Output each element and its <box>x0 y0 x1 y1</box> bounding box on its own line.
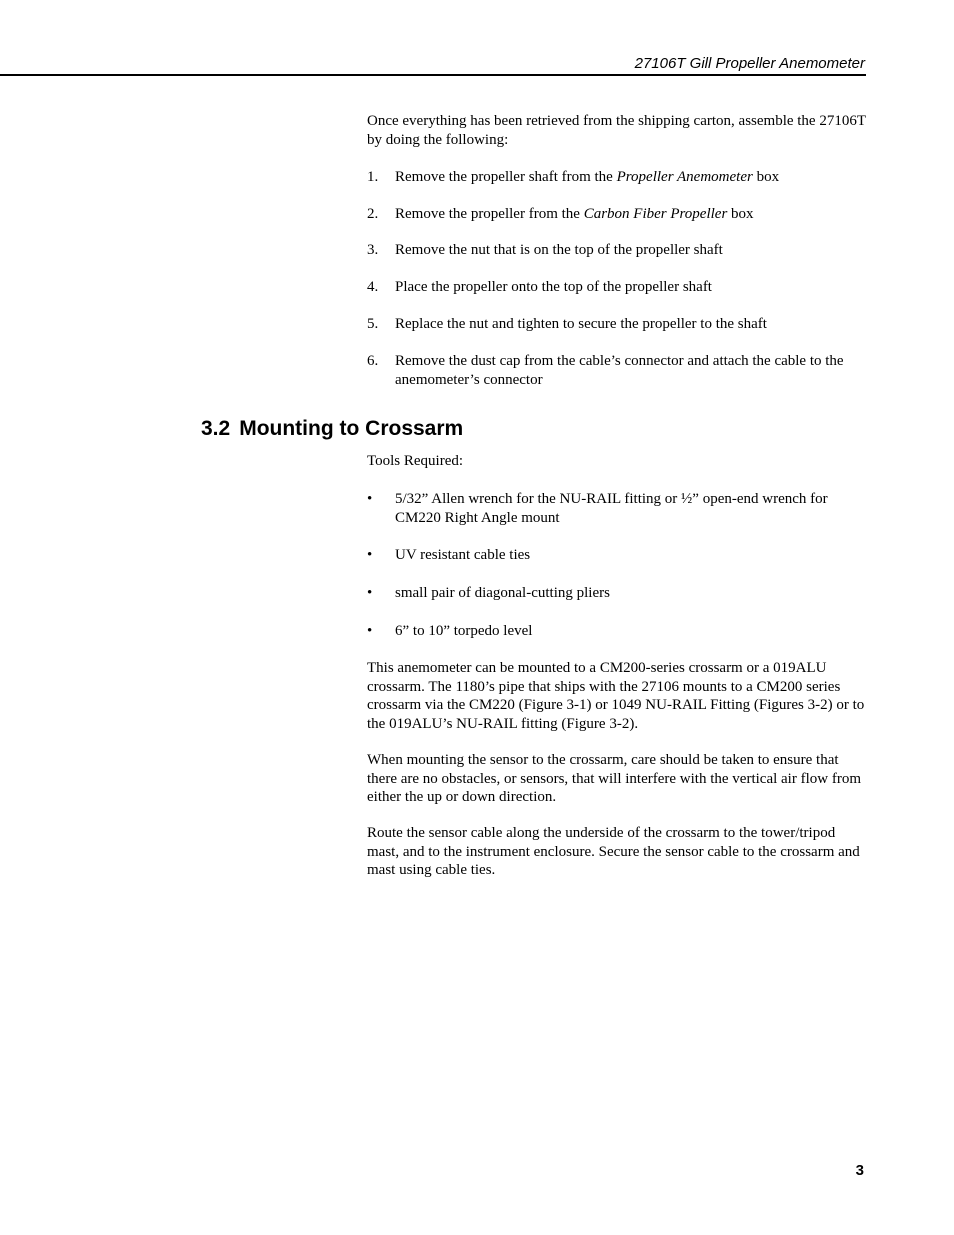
tool-item <box>367 490 867 527</box>
bullet: • <box>367 623 373 639</box>
step-text: Remove the dust cap from the cable’s connector and attach the cable to the anemometer’s connector <box>395 353 844 388</box>
step-text: Remove the propeller from the Carbon Fiber Propeller box <box>395 206 754 222</box>
step-number: 5. <box>367 316 379 332</box>
tool-text: 5/32” Allen wrench for the NU-RAIL fitting or ½” open-end wrench for CM220 Right Angle mount <box>395 491 828 526</box>
step-text: Place the propeller onto the top of the propeller shaft <box>395 279 712 295</box>
body-paragraph: When mounting the sensor to the crossarm, care should be taken to ensure that there are no obstacles, or sensors, that will interfere with the vertical air flow from either the up or down direction. <box>367 752 861 805</box>
bullet: • <box>367 585 373 601</box>
page-number: 3 <box>855 1162 864 1179</box>
intro-paragraph: Once everything has been retrieved from the shipping carton, assemble the 27106T by doing the following: <box>367 113 866 148</box>
step-item <box>367 205 867 224</box>
step-number: 6. <box>367 353 379 369</box>
step-number: 4. <box>367 279 379 295</box>
box-name: Carbon Fiber Propeller <box>583 206 728 222</box>
header-rule <box>0 74 866 76</box>
running-header-title: 27106T Gill Propeller Anemometer <box>634 55 865 72</box>
step-number: 2. <box>367 206 379 222</box>
tool-item <box>367 622 867 641</box>
step-text: Remove the propeller shaft from the Propeller Anemometer box <box>395 169 780 185</box>
tool-item <box>367 546 867 565</box>
step-text: Remove the nut that is on the top of the propeller shaft <box>395 242 723 258</box>
body-paragraph: Route the sensor cable along the underside of the crossarm to the tower/tripod mast, and to the instrument enclosure. Secure the sensor cable to the crossarm and mast using cable ties. <box>367 825 860 878</box>
step-item <box>367 241 867 260</box>
tool-text: UV resistant cable ties <box>395 547 531 563</box>
step-item <box>367 168 867 187</box>
step-number: 1. <box>367 169 379 185</box>
bullet: • <box>367 547 373 563</box>
tool-text: small pair of diagonal-cutting pliers <box>395 585 610 601</box>
step-item <box>367 278 867 297</box>
tools-label: Tools Required: <box>367 453 464 469</box>
step-item <box>367 315 867 334</box>
step-item <box>367 352 867 389</box>
bullet: • <box>367 491 373 507</box>
step-text: Replace the nut and tighten to secure the propeller to the shaft <box>395 316 767 332</box>
section-title: Mounting to Crossarm <box>239 417 464 440</box>
tool-text: 6” to 10” torpedo level <box>395 623 533 639</box>
body-paragraph: This anemometer can be mounted to a CM200-series crossarm or a 019ALU crossarm. The 1180’s pipe that ships with the 27106 mounts to a CM200 series crossarm via the CM220 (Figure 3-1) or 1049 NU-RAIL Fitting (Figures 3-2) or to the 019ALU’s NU-RAIL fitting (Figure 3-2). <box>367 660 865 732</box>
section-heading <box>201 417 463 441</box>
box-name: Propeller Anemometer <box>616 169 753 185</box>
tool-item <box>367 584 867 603</box>
step-number: 3. <box>367 242 379 258</box>
section-number: 3.2 <box>201 417 231 440</box>
